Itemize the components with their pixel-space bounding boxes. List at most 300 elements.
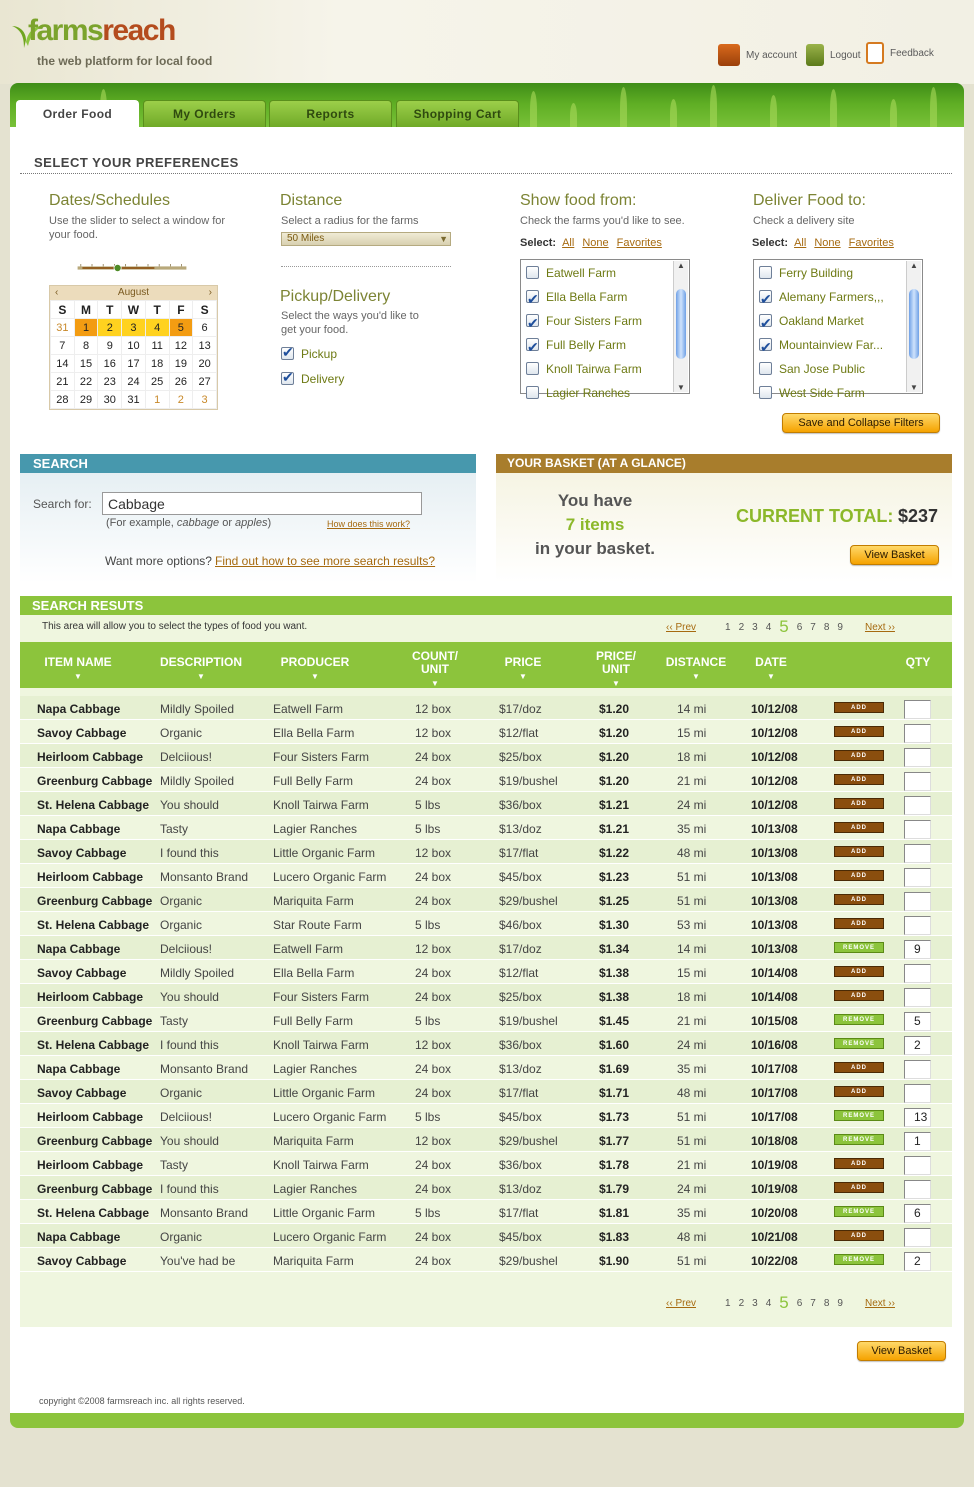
cell-producer: Full Belly Farm — [273, 774, 354, 788]
cell-description: You've had be — [160, 1254, 236, 1268]
calendar-day[interactable]: 9 — [98, 337, 122, 355]
remove-button[interactable]: REMOVE — [834, 1014, 884, 1025]
view-basket-button[interactable]: View Basket — [850, 545, 939, 565]
calendar-day[interactable]: 11 — [145, 337, 169, 355]
cell-price: $36/box — [499, 1038, 542, 1052]
select-all-link[interactable]: All — [562, 237, 575, 249]
page-link[interactable]: 4 — [765, 1297, 772, 1309]
add-button[interactable]: ADD — [834, 750, 884, 761]
calendar-day[interactable]: 29 — [74, 391, 98, 409]
col-item-name[interactable]: ITEM NAME ▼ — [44, 655, 112, 681]
site-item[interactable]: San Jose Public — [754, 356, 922, 380]
col-date[interactable]: DATE ▼ — [755, 655, 787, 681]
cell-distance: 15 mi — [677, 966, 707, 980]
select-none-link[interactable]: None — [582, 237, 609, 249]
sort-down-icon[interactable]: ▼ — [612, 679, 620, 688]
scroll-down-icon[interactable]: ▼ — [677, 383, 685, 392]
add-button[interactable]: ADD — [834, 894, 884, 905]
cell-price-per-unit: $1.20 — [599, 702, 630, 716]
cell-producer: Lagier Ranches — [273, 1182, 358, 1196]
add-button[interactable]: ADD — [834, 726, 884, 737]
cell-item-name: Greenburg Cabbage — [37, 1182, 153, 1196]
prev-link[interactable]: ‹‹ Prev — [666, 621, 696, 633]
more-results-link[interactable]: Find out how to see more search results? — [215, 554, 436, 568]
cell-distance: 21 mi — [677, 1158, 707, 1172]
page-link[interactable]: 4 — [765, 621, 772, 633]
page-link[interactable]: 1 — [725, 621, 731, 633]
cell-price: $12/flat — [499, 726, 539, 740]
scrollbar[interactable] — [673, 261, 688, 392]
current-page: 5 — [779, 617, 789, 636]
cell-distance: 35 mi — [677, 1062, 707, 1076]
col-price[interactable]: PRICE ▼ — [504, 655, 542, 681]
cell-price: $45/box — [499, 1230, 542, 1244]
cell-item-name: Heirloom Cabbage — [37, 1110, 144, 1124]
cell-description: I found this — [160, 1038, 219, 1052]
cell-distance: 53 mi — [677, 918, 707, 932]
search-input[interactable]: Cabbage — [102, 492, 422, 515]
calendar-day[interactable]: 17 — [122, 355, 146, 373]
select-all-link[interactable]: All — [794, 237, 807, 249]
cell-producer: Knoll Tairwa Farm — [273, 798, 369, 812]
calendar-day[interactable]: 24 — [122, 373, 146, 391]
cell-date: 10/13/08 — [751, 894, 798, 908]
remove-button[interactable]: REMOVE — [834, 1254, 884, 1265]
add-button[interactable]: ADD — [834, 990, 884, 1001]
scroll-thumb[interactable] — [909, 289, 919, 359]
checkbox-icon[interactable] — [281, 372, 294, 385]
scroll-down-icon[interactable]: ▼ — [910, 383, 918, 392]
cell-price: $25/box — [499, 750, 542, 764]
save-collapse-filters-button[interactable]: Save and Collapse Filters — [782, 413, 940, 433]
calendar-day[interactable]: 25 — [145, 373, 169, 391]
qty-input[interactable] — [904, 844, 931, 863]
calendar-day[interactable]: 15 — [74, 355, 98, 373]
site-item[interactable]: Ferry Building — [754, 260, 922, 284]
farm-list[interactable] — [520, 259, 690, 400]
qty-input[interactable] — [904, 748, 931, 767]
calendar-day[interactable]: 16 — [98, 355, 122, 373]
scroll-thumb[interactable] — [676, 289, 686, 359]
sort-down-icon[interactable]: ▼ — [692, 672, 700, 681]
cell-distance: 24 mi — [677, 1182, 707, 1196]
add-button[interactable]: ADD — [834, 966, 884, 977]
weekday: T — [98, 301, 122, 319]
how-does-this-work-link[interactable]: How does this work? — [327, 519, 411, 529]
qty-input[interactable]: 2 — [904, 1252, 931, 1271]
cell-producer: Ella Bella Farm — [273, 726, 355, 740]
weekday: M — [74, 301, 98, 319]
farm-item[interactable]: ✔Four Sisters Farm — [521, 308, 689, 332]
qty-input[interactable]: 13 — [904, 1108, 931, 1127]
page-link[interactable]: 2 — [738, 1297, 745, 1309]
sort-down-icon[interactable]: ▼ — [519, 672, 527, 681]
cell-price: $13/doz — [499, 822, 542, 836]
scrollbar[interactable] — [906, 261, 921, 392]
checkbox-icon[interactable] — [526, 362, 539, 375]
briefcase-icon — [718, 44, 740, 66]
cell-description: Delciious! — [160, 942, 213, 956]
calendar-day[interactable]: 1 — [145, 391, 169, 409]
distance-select[interactable]: 50 Miles ▼ — [281, 232, 451, 246]
page-link[interactable]: 3 — [752, 1297, 758, 1309]
cell-count-unit: 12 box — [415, 942, 452, 956]
farm-item[interactable]: Eatwell Farm — [521, 260, 689, 284]
qty-input[interactable]: 6 — [904, 1204, 931, 1223]
remove-button[interactable]: REMOVE — [834, 1206, 884, 1217]
cell-date: 10/12/08 — [751, 774, 798, 788]
tab-shopping-cart[interactable]: Shopping Cart — [396, 100, 519, 128]
site-item[interactable]: West Side Farm — [754, 380, 922, 404]
cell-distance: 51 mi — [677, 894, 707, 908]
qty-input[interactable] — [904, 1228, 931, 1247]
cell-producer: Star Route Farm — [273, 918, 362, 932]
cell-price: $17/doz — [499, 942, 542, 956]
table-row — [20, 1128, 952, 1152]
delivery-site-list[interactable] — [753, 259, 923, 400]
cell-count-unit: 5 lbs — [415, 822, 441, 836]
qty-input[interactable] — [904, 1084, 931, 1103]
checkbox-icon[interactable] — [526, 314, 539, 327]
cell-date: 10/13/08 — [751, 846, 798, 860]
table-row — [20, 696, 952, 720]
table-row — [20, 816, 952, 840]
scroll-up-icon[interactable]: ▲ — [677, 261, 685, 270]
table-row — [20, 1224, 952, 1248]
site-item[interactable]: ✔Alemany Farmers,,, — [754, 284, 922, 308]
cell-producer: Mariquita Farm — [273, 894, 354, 908]
calendar-day[interactable]: 20 — [193, 355, 217, 373]
prev-link[interactable]: ‹‹ Prev — [666, 1297, 696, 1309]
add-button[interactable]: ADD — [834, 702, 884, 713]
remove-button[interactable]: REMOVE — [834, 942, 884, 953]
pickup-checkbox[interactable]: ✔Pickup — [281, 346, 337, 361]
add-button[interactable]: ADD — [834, 870, 884, 881]
page-link[interactable]: 8 — [823, 1297, 830, 1309]
farm-item[interactable]: ✔Full Belly Farm — [521, 332, 689, 356]
qty-input[interactable]: 1 — [904, 1132, 931, 1151]
add-button[interactable]: ADD — [834, 1182, 884, 1193]
date-slider[interactable] — [64, 264, 200, 272]
calendar-day[interactable]: 19 — [169, 355, 193, 373]
checkbox-icon[interactable] — [526, 386, 539, 399]
cell-count-unit: 24 box — [415, 774, 452, 788]
cell-description: Tasty — [160, 1014, 189, 1028]
current-page: 5 — [779, 1293, 789, 1312]
page-link[interactable]: 9 — [837, 621, 843, 633]
cell-item-name: St. Helena Cabbage — [37, 1038, 150, 1052]
cell-date: 10/19/08 — [751, 1182, 798, 1196]
checkbox-icon[interactable] — [759, 266, 772, 279]
cell-item-name: Heirloom Cabbage — [37, 990, 144, 1004]
calendar-day[interactable]: 21 — [51, 373, 75, 391]
cell-price-per-unit: $1.60 — [599, 1038, 630, 1052]
tab-my-orders[interactable]: My Orders — [143, 100, 266, 128]
add-button[interactable]: ADD — [834, 1230, 884, 1241]
add-button[interactable]: ADD — [834, 798, 884, 809]
cell-price: $29/bushel — [499, 894, 558, 908]
checkbox-icon[interactable] — [759, 290, 772, 303]
checkbox-icon[interactable] — [759, 314, 772, 327]
cell-producer: Knoll Tairwa Farm — [273, 1158, 369, 1172]
cell-description: You should — [160, 1134, 219, 1148]
farm-item[interactable]: Lagier Ranches — [521, 380, 689, 404]
tagline: the web platform for local food — [37, 54, 213, 68]
cell-producer: Ella Bella Farm — [273, 966, 355, 980]
sort-down-icon[interactable]: ▼ — [197, 672, 205, 681]
cell-count-unit: 5 lbs — [415, 798, 441, 812]
qty-input[interactable] — [904, 988, 931, 1007]
cell-distance: 51 mi — [677, 1134, 707, 1148]
cell-price-per-unit: $1.38 — [599, 966, 630, 980]
cell-producer: Four Sisters Farm — [273, 990, 370, 1004]
table-row — [20, 1032, 952, 1056]
dates-subtitle: Use the slider to select a window for your food. — [49, 215, 226, 241]
cell-producer: Mariquita Farm — [273, 1134, 354, 1148]
cell-distance: 18 mi — [677, 990, 707, 1004]
qty-input[interactable] — [904, 916, 931, 935]
qty-input[interactable] — [904, 1156, 931, 1175]
cell-description: You should — [160, 798, 219, 812]
checkbox-icon[interactable] — [526, 290, 539, 303]
cell-item-name: St. Helena Cabbage — [37, 1206, 150, 1220]
add-button[interactable]: ADD — [834, 1158, 884, 1169]
checkbox-icon[interactable] — [526, 266, 539, 279]
feedback-link[interactable]: Feedback — [866, 42, 934, 64]
calendar-day[interactable]: 2 — [98, 319, 122, 337]
cell-distance: 48 mi — [677, 1086, 707, 1100]
calendar-day[interactable]: 18 — [145, 355, 169, 373]
show-food-subtitle: Check the farms you'd like to see. — [520, 215, 685, 227]
calendar-day[interactable]: 3 — [122, 319, 146, 337]
page-link[interactable]: 7 — [810, 621, 816, 633]
add-button[interactable]: ADD — [834, 1062, 884, 1073]
site-item[interactable]: ✔Oakland Market — [754, 308, 922, 332]
calendar-day[interactable]: 2 — [169, 391, 193, 409]
page-link[interactable]: 6 — [796, 1297, 803, 1309]
cell-description: Organic — [160, 918, 203, 932]
qty-input[interactable] — [904, 796, 931, 815]
calendar-day[interactable]: 23 — [98, 373, 122, 391]
calendar-day[interactable]: 12 — [169, 337, 193, 355]
calendar-day[interactable]: 22 — [74, 373, 98, 391]
checkbox-icon[interactable] — [759, 386, 772, 399]
cell-description: Organic — [160, 1230, 203, 1244]
cell-date: 10/20/08 — [751, 1206, 798, 1220]
qty-input[interactable] — [904, 868, 931, 887]
cell-count-unit: 12 box — [415, 1134, 452, 1148]
sort-down-icon[interactable]: ▼ — [767, 672, 775, 681]
select-none-link[interactable]: None — [814, 237, 841, 249]
site-select-row: Select: All None Favorites — [752, 237, 894, 249]
checkbox-icon[interactable] — [526, 338, 539, 351]
calendar-day[interactable]: 7 — [51, 337, 75, 355]
page-link[interactable]: 2 — [738, 621, 745, 633]
calendar-day[interactable]: 30 — [98, 391, 122, 409]
cell-distance: 21 mi — [677, 774, 707, 788]
remove-button[interactable]: REMOVE — [834, 1038, 884, 1049]
farm-item[interactable]: ✔Ella Bella Farm — [521, 284, 689, 308]
cell-count-unit: 12 box — [415, 702, 452, 716]
page-link[interactable]: 9 — [837, 1297, 843, 1309]
cell-description: Delciious! — [160, 750, 213, 764]
cell-price: $12/flat — [499, 966, 539, 980]
cell-date: 10/22/08 — [751, 1254, 798, 1268]
table-row — [20, 744, 952, 768]
calendar-day[interactable]: 4 — [145, 319, 169, 337]
calendar-day[interactable]: 5 — [169, 319, 193, 337]
cell-count-unit: 24 box — [415, 1062, 452, 1076]
calendar-day[interactable]: 27 — [193, 373, 217, 391]
cell-producer: Lagier Ranches — [273, 1062, 358, 1076]
checkbox-icon[interactable] — [759, 362, 772, 375]
cell-price-per-unit: $1.69 — [599, 1062, 630, 1076]
calendar-day[interactable]: 14 — [51, 355, 75, 373]
cell-date: 10/17/08 — [751, 1086, 798, 1100]
current-total-label: CURRENT TOTAL: — [736, 506, 894, 526]
page-link[interactable]: 7 — [810, 1297, 816, 1309]
cell-item-name: Heirloom Cabbage — [37, 750, 144, 764]
cell-price-per-unit: $1.81 — [599, 1206, 630, 1220]
table-row — [20, 960, 952, 984]
cell-producer: Eatwell Farm — [273, 942, 344, 956]
calendar-day[interactable]: 13 — [193, 337, 217, 355]
remove-button[interactable]: REMOVE — [834, 1134, 884, 1145]
delivery-checkbox[interactable]: ✔Delivery — [281, 371, 344, 386]
col-price-unit[interactable]: PRICE/ UNIT ▼ — [595, 649, 636, 688]
add-button[interactable]: ADD — [834, 822, 884, 833]
deliver-to-subtitle: Check a delivery site — [753, 215, 855, 227]
cell-price: $36/box — [499, 1158, 542, 1172]
cell-description: Mildly Spoiled — [160, 774, 235, 788]
cell-price: $45/box — [499, 1110, 542, 1124]
cell-date: 10/13/08 — [751, 870, 798, 884]
cell-price: $13/doz — [499, 1062, 542, 1076]
sort-down-icon[interactable]: ▼ — [311, 672, 319, 681]
cell-count-unit: 24 box — [415, 894, 452, 908]
cell-count-unit: 24 box — [415, 870, 452, 884]
cell-description: I found this — [160, 846, 219, 860]
logout-link[interactable]: Logout — [806, 44, 861, 66]
table-row — [20, 1104, 952, 1128]
calendar-next-icon[interactable]: › — [208, 287, 212, 298]
calendar-day[interactable]: 10 — [122, 337, 146, 355]
checkbox-icon[interactable] — [281, 347, 294, 360]
calendar-day[interactable]: 3 — [193, 391, 217, 409]
table-row — [20, 888, 952, 912]
cell-count-unit: 24 box — [415, 1086, 452, 1100]
cell-price: $17/flat — [499, 846, 539, 860]
table-row — [20, 840, 952, 864]
qty-input[interactable] — [904, 772, 931, 791]
calendar-day[interactable]: 28 — [51, 391, 75, 409]
qty-input[interactable] — [904, 1060, 931, 1079]
remove-button[interactable]: REMOVE — [834, 1110, 884, 1121]
add-button[interactable]: ADD — [834, 1086, 884, 1097]
cell-count-unit: 24 box — [415, 1158, 452, 1172]
cell-date: 10/12/08 — [751, 726, 798, 740]
page-link[interactable]: 8 — [823, 621, 830, 633]
cell-date: 10/12/08 — [751, 750, 798, 764]
cell-item-name: Heirloom Cabbage — [37, 1158, 144, 1172]
page-link[interactable]: 1 — [725, 1297, 731, 1309]
calendar-day[interactable]: 31 — [122, 391, 146, 409]
qty-input[interactable] — [904, 700, 931, 719]
cell-item-name: St. Helena Cabbage — [37, 918, 150, 932]
sort-down-icon[interactable]: ▼ — [431, 679, 439, 688]
cell-producer: Full Belly Farm — [273, 1014, 354, 1028]
pickup-delivery-title: Pickup/Delivery — [280, 288, 391, 305]
calendar-day[interactable]: 31 — [51, 319, 75, 337]
next-link[interactable]: Next ›› — [864, 621, 895, 633]
qty-input[interactable]: 5 — [904, 1012, 931, 1031]
calendar-day[interactable]: 1 — [74, 319, 98, 337]
col-producer[interactable]: PRODUCER ▼ — [280, 655, 350, 681]
add-button[interactable]: ADD — [834, 846, 884, 857]
qty-input[interactable] — [904, 820, 931, 839]
logo[interactable]: farmsreach — [28, 14, 175, 47]
tab-order-food[interactable]: Order Food — [16, 100, 139, 129]
calendar-prev-icon[interactable]: ‹ — [55, 287, 59, 298]
cell-item-name: Savoy Cabbage — [37, 726, 127, 740]
calendar — [49, 285, 218, 410]
page-link[interactable]: 3 — [752, 621, 758, 633]
table-row — [20, 1248, 952, 1272]
calendar-day[interactable]: 26 — [169, 373, 193, 391]
cell-item-name: St. Helena Cabbage — [37, 798, 150, 812]
qty-input[interactable] — [904, 892, 931, 911]
table-row — [20, 1008, 952, 1032]
my-account-link[interactable]: My account — [718, 44, 797, 66]
preferences-title: SELECT YOUR PREFERENCES — [34, 155, 239, 170]
qty-input[interactable] — [904, 964, 931, 983]
sort-down-icon[interactable]: ▼ — [74, 672, 82, 681]
checkbox-icon[interactable] — [759, 338, 772, 351]
calendar-day[interactable]: 6 — [193, 319, 217, 337]
cell-producer: Mariquita Farm — [273, 1254, 354, 1268]
next-link[interactable]: Next ›› — [864, 1297, 895, 1309]
table-row — [20, 1080, 952, 1104]
qty-input[interactable]: 9 — [904, 940, 931, 959]
page-link[interactable]: 6 — [796, 621, 803, 633]
cell-description: Delciious! — [160, 1110, 213, 1124]
cell-item-name: Greenburg Cabbage — [37, 774, 153, 788]
cell-price-per-unit: $1.23 — [599, 870, 630, 884]
farm-item[interactable]: Knoll Tairwa Farm — [521, 356, 689, 380]
cell-distance: 51 mi — [677, 1254, 707, 1268]
col-description[interactable]: DESCRIPTION ▼ — [159, 655, 242, 681]
view-basket-button-bottom[interactable]: View Basket — [857, 1341, 946, 1361]
scroll-up-icon[interactable]: ▲ — [910, 261, 918, 270]
qty-input[interactable] — [904, 1180, 931, 1199]
cell-count-unit: 24 box — [415, 1230, 452, 1244]
qty-input[interactable] — [904, 724, 931, 743]
select-favorites-link[interactable]: Favorites — [616, 237, 662, 249]
col-count-unit[interactable]: COUNT/ UNIT ▼ — [412, 649, 458, 688]
table-row — [20, 936, 952, 960]
add-button[interactable]: ADD — [834, 918, 884, 929]
calendar-day[interactable]: 8 — [74, 337, 98, 355]
cell-count-unit: 24 box — [415, 990, 452, 1004]
site-item[interactable]: ✔Mountainview Far... — [754, 332, 922, 356]
select-favorites-link[interactable]: Favorites — [848, 237, 894, 249]
calendar-month: August — [117, 287, 150, 298]
add-button[interactable]: ADD — [834, 774, 884, 785]
table-row — [20, 1200, 952, 1224]
tab-reports[interactable]: Reports — [269, 100, 392, 128]
qty-input[interactable]: 2 — [904, 1036, 931, 1055]
col-distance[interactable]: DISTANCE ▼ — [665, 655, 727, 681]
